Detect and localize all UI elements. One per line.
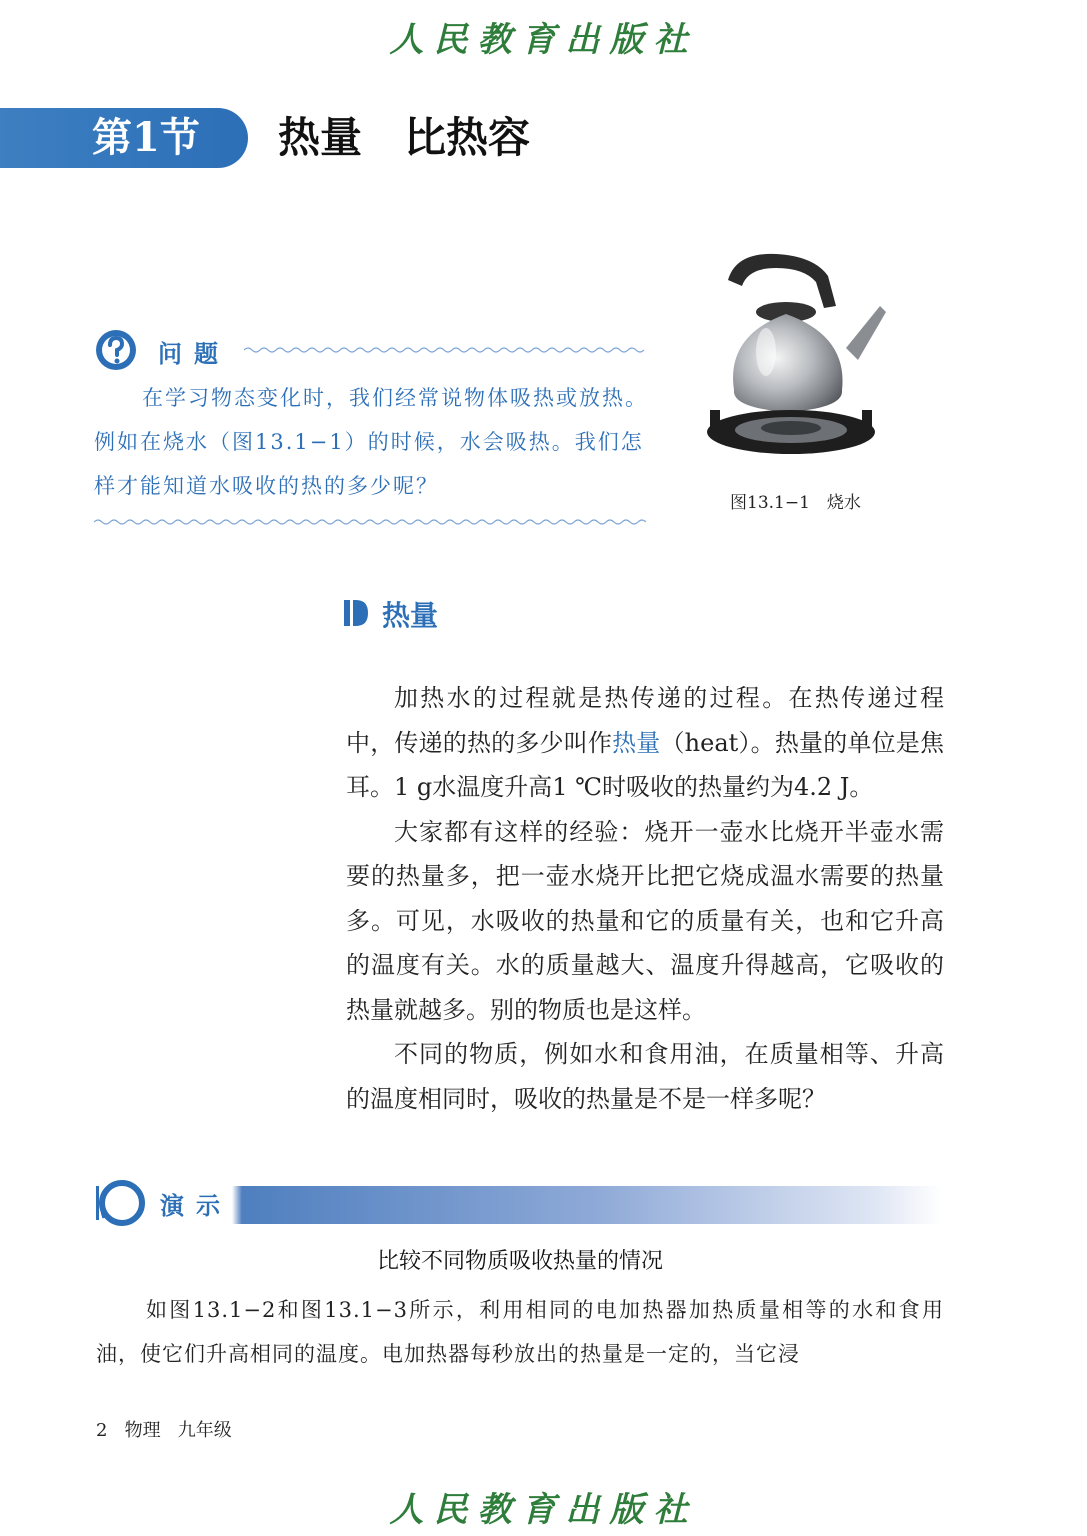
demo-text: 如图13.1−2和图13.1−3所示，利用相同的电加热器加热质量相等的水和食用油，使它们升高相同的温度。电加热器每秒放出的热量是一定的，当它浸 — [96, 1298, 944, 1366]
section-number: 第1节 — [92, 114, 200, 161]
question-mark-icon — [94, 328, 138, 372]
problem-text: 在学习物态变化时，我们经常说物体吸热或放热。例如在烧水（图13.1−1）的时候，水会吸热。我们怎样才能知道水吸收的热的多少呢？ — [94, 386, 648, 498]
demo-circle-icon — [94, 1178, 146, 1228]
paragraph-1-text-b: （heat）。热量的单位是焦耳。1 g水温度升高1 ℃时吸收的热量约为4.2 J。 — [346, 728, 944, 801]
demo-title: 比较不同物质吸收热量的情况 — [376, 1249, 663, 1274]
page-footer — [96, 1416, 232, 1442]
page-number: 2 — [96, 1420, 108, 1441]
kettle-figure — [696, 240, 896, 470]
publisher-header: 人民教育出版社 — [389, 20, 698, 60]
paragraph-3: 不同的物质，例如水和食用油，在质量相等、升高的温度相同时，吸收的热量是不是一样多呢？ — [346, 1040, 944, 1113]
problem-top-divider — [244, 346, 646, 354]
section-title: 热量 比热容 — [278, 113, 531, 162]
body-text — [346, 676, 944, 1121]
footer-subject: 物理 — [124, 1420, 161, 1441]
problem-bottom-divider — [94, 518, 646, 526]
publisher-footer: 人民教育出版社 — [389, 1490, 698, 1530]
figure-caption: 图13.1−1 烧水 — [730, 493, 861, 513]
problem-heading: 问题 — [158, 340, 230, 368]
paragraph-1 — [346, 676, 944, 810]
demo-label: 演示 — [160, 1192, 232, 1220]
paragraph-2: 大家都有这样的经验：烧开一壶水比烧开半壶水需要的热量多，把一壶水烧开比把它烧成温水需要的热量多。可见，水吸收的热量和它的质量有关，也和它升高的温度有关。水的质量越大、温度升得越高，它吸收的热量就越多。别的物质也是这样。 — [346, 817, 944, 1024]
term-heat: 热量 — [612, 728, 661, 757]
subsection-heading: 热量 — [382, 599, 439, 632]
paragraph-1-text-a: 加热水的过程就是热传递的过程。在热传递过程中，传递的热的多少叫作 — [346, 684, 944, 757]
section-marker-icon — [344, 600, 368, 626]
footer-grade: 九年级 — [177, 1420, 232, 1441]
